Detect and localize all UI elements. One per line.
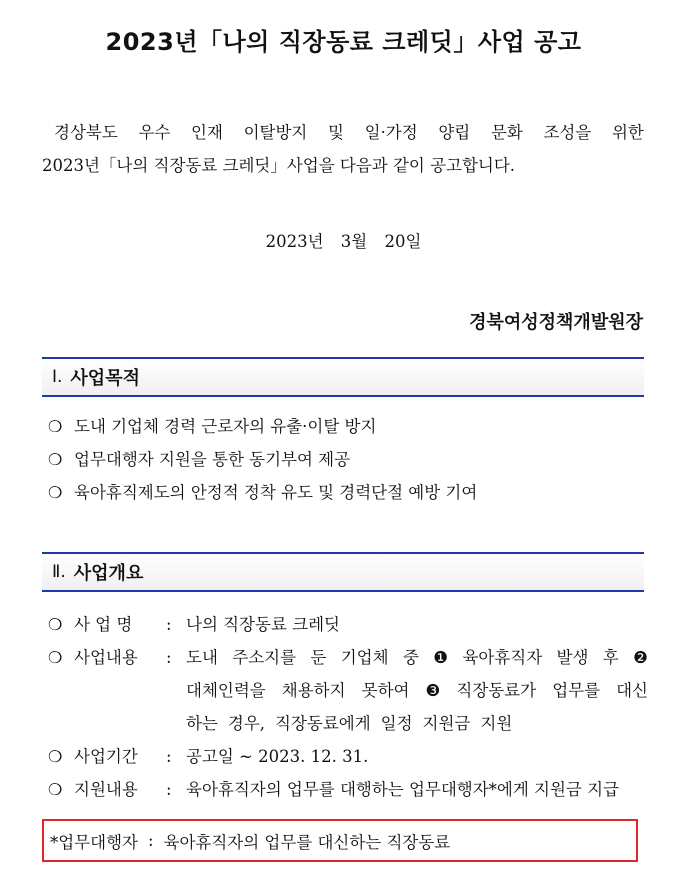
list-item-project-name: ❍ 사 업 명 : 나의 직장동료 크레딧 [48, 608, 648, 641]
content-line-3: 하는 경우, 직장동료에게 일정 지원금 지원 [186, 714, 513, 733]
list-item: ❍ 도내 기업체 경력 근로자의 유출·이탈 방지 [48, 410, 648, 443]
project-content-value [186, 641, 648, 740]
project-name-key: 사 업 명 [74, 615, 133, 634]
footnote-value: 육아휴직자의 업무를 대신하는 직장동료 [163, 832, 451, 852]
intro-paragraph [42, 116, 644, 182]
announcement-date [0, 228, 687, 252]
support-value: 육아휴직자의 업무를 대행하는 업무대행자*에게 지원금 지급 [186, 780, 619, 799]
project-name-value: 나의 직장동료 크레딧 [186, 615, 340, 634]
section-2-list [48, 608, 648, 806]
circle-bullet-icon: ❍ [48, 780, 63, 799]
intro-line-1: 경상북도 우수 인재 이탈방지 및 일·가정 양립 문화 조성을 위한 [54, 123, 644, 142]
issuing-organization: 경북여성정책개발원장 [469, 312, 643, 333]
date-year: 2023년 [265, 232, 324, 251]
circle-bullet-icon: ❍ [48, 648, 63, 667]
date-day: 20일 [384, 232, 422, 251]
project-period-value: 공고일 ~ 2023. 12. 31. [186, 747, 369, 766]
section-1-header [42, 357, 644, 397]
section-2-number: Ⅱ. [52, 562, 66, 582]
circle-bullet-icon: ❍ [48, 747, 63, 766]
project-period-key: 사업기간 [74, 747, 138, 766]
circle-bullet-icon: ❍ [48, 615, 63, 634]
list-item: ❍ 육아휴직제도의 안정적 정착 유도 및 경력단절 예방 기여 [48, 476, 648, 509]
section-1-title: 사업목적 [70, 368, 140, 389]
support-key: 지원내용 [74, 780, 138, 799]
section-2-title: 사업개요 [73, 563, 144, 584]
page-title: 2023년「나의 직장동료 크레딧」사업 공고 [105, 28, 582, 56]
intro-line-2: 2023년「나의 직장동료 크레딧」사업을 다음과 같이 공고합니다. [42, 156, 516, 175]
date-month: 3월 [340, 232, 368, 251]
circle-bullet-icon: ❍ [48, 450, 63, 469]
list-item-project-period: ❍ 사업기간 : 공고일 ~ 2023. 12. 31. [48, 740, 648, 773]
footnote-box: *업무대행자 : 육아휴직자의 업무를 대신하는 직장동료 [42, 819, 638, 862]
content-line-2: 대체인력을 채용하지 못하여 ❸ 직장동료가 업무를 대신 [186, 681, 648, 700]
footnote-key: *업무대행자 [50, 832, 138, 852]
project-content-key: 사업내용 [74, 648, 138, 667]
content-line-1: 도내 주소지를 둔 기업체 중 ❶ 육아휴직자 발생 후 ❷ [186, 648, 648, 667]
circle-bullet-icon: ❍ [48, 483, 63, 502]
list-item-project-content: ❍ 사업내용 : 도내 주소지를 둔 기업체 중 ❶ 육아휴직자 발생 후 ❷ 대체인력을 채용하지 못하여 ❸ 직장동료가 업무를 대신 하는 경우, 직장동료에게 일정 지원금 지원 [48, 641, 648, 740]
section-1-number: Ⅰ. [52, 367, 63, 387]
circle-bullet-icon: ❍ [48, 417, 63, 436]
list-item-support: ❍ 지원내용 : 육아휴직자의 업무를 대행하는 업무대행자*에게 지원금 지급 [48, 773, 648, 806]
section-1-list [48, 410, 648, 509]
section-2-header [42, 552, 644, 592]
list-item: ❍ 업무대행자 지원을 통한 동기부여 제공 [48, 443, 648, 476]
